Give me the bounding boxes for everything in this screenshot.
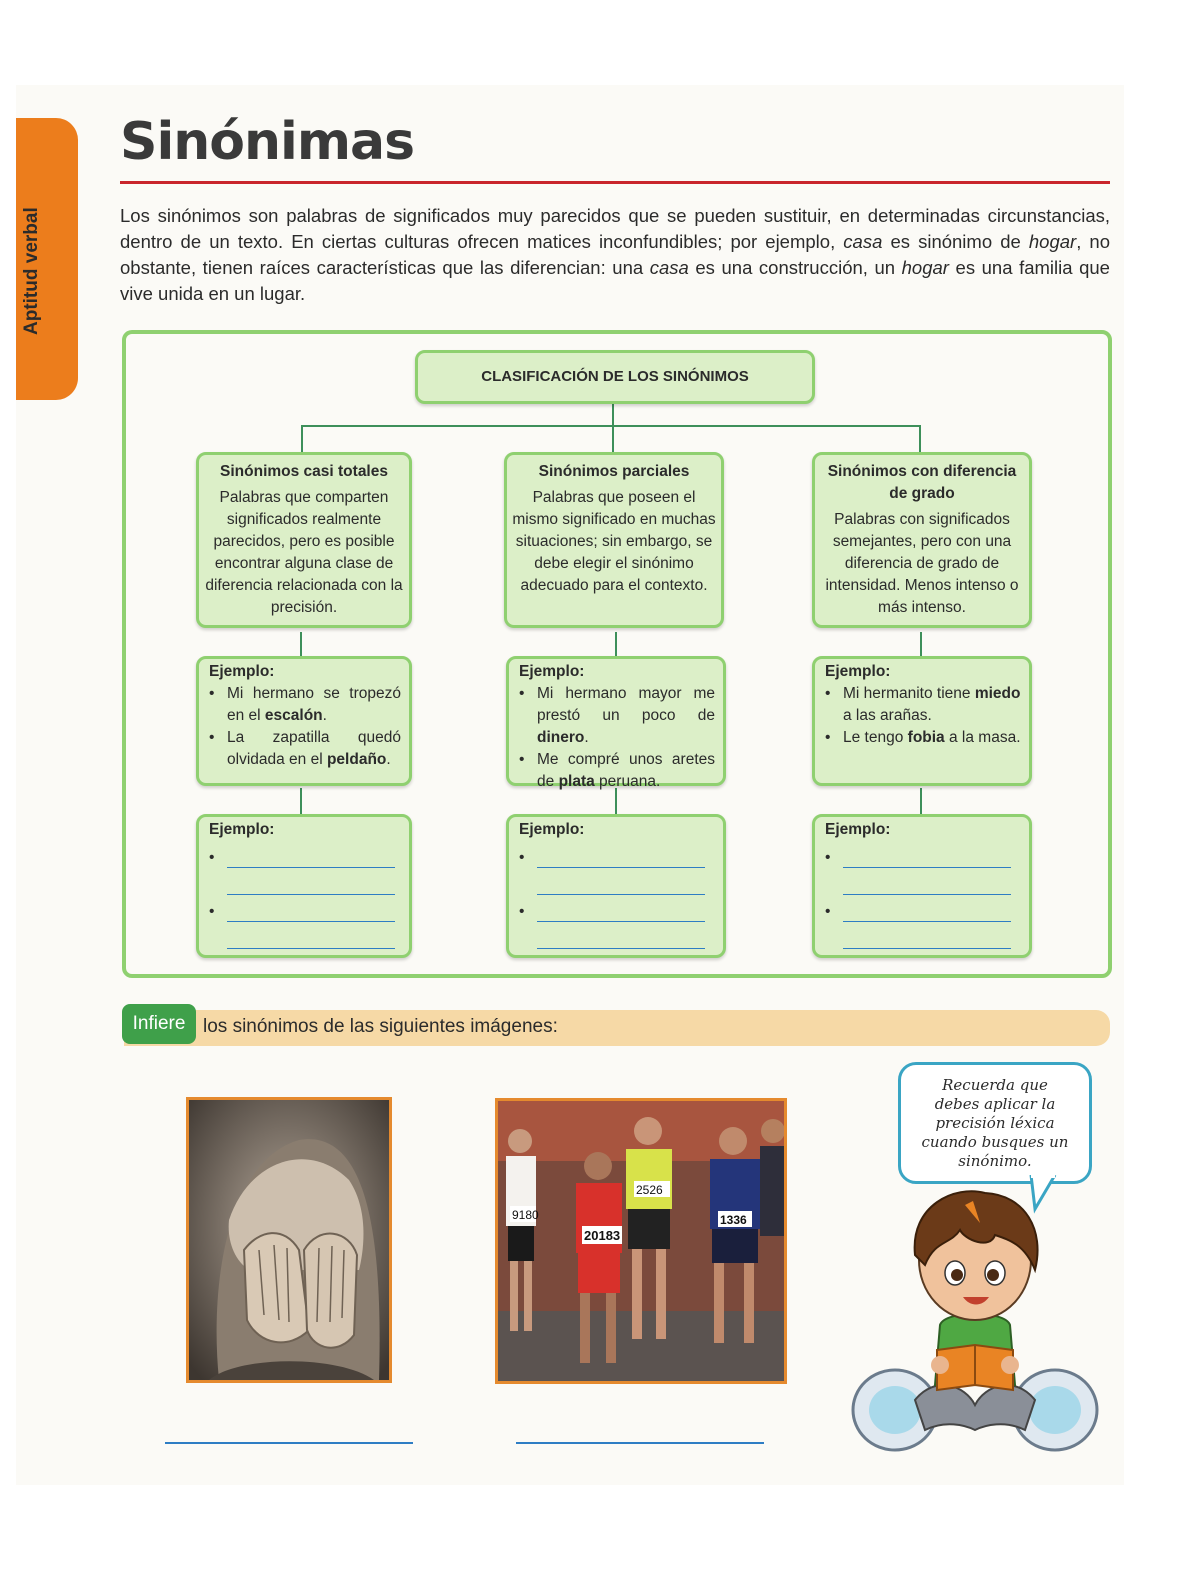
bubble-text: debes aplicar la (934, 1094, 1056, 1113)
example-item: • Mi hermanito tiene miedo a las arañas. (825, 685, 1021, 724)
scared-person-illustration (189, 1100, 389, 1380)
blank-example-box-diferencia-grado (812, 814, 1032, 958)
answer-line-photo-2[interactable] (516, 1442, 764, 1444)
category-title: Sinónimos parciales (538, 463, 690, 480)
photo-scared-person (186, 1097, 392, 1383)
page-title: Sinónimas (120, 112, 415, 172)
answer-slot[interactable]: • (825, 895, 1011, 949)
category-title: Sinónimos con diferencia de grado (827, 463, 1017, 502)
bubble-text: precisión léxica (935, 1113, 1055, 1132)
category-description: Palabras con significados semejantes, pero con una diferencia de grado de intensidad. Menos intenso o más intenso. (825, 511, 1019, 616)
category-box-diferencia-grado (812, 452, 1032, 628)
bubble-text: sinónimo. (958, 1151, 1032, 1170)
blank-example-box-parciales (506, 814, 726, 958)
bib-number: 1336 (720, 1213, 747, 1227)
example-item: • Mi hermano mayor me prestó un poco de dinero. (519, 685, 715, 746)
example-title: Ejemplo: (825, 821, 891, 838)
bubble-text: cuando busques un (921, 1132, 1069, 1151)
activity-instruction: los sinónimos de las siguientes imágenes: (203, 1016, 558, 1037)
example-box-casi-totales (196, 656, 412, 786)
intro-paragraph: Los sinónimos son palabras de significados muy parecidos que se pueden sustituir, en determinadas circunstancias, dentro de un texto. En ciertas culturas ofrecen matices inconfundibles; por ejemplo, casa es sinónimo de hogar, no obstante, tienen raíces características que las diferencian: una casa es una construcción, un hogar es una familia que vive unida en un lugar. (120, 205, 1111, 304)
connector-col3-top (919, 425, 921, 453)
answer-slot[interactable]: • (825, 841, 1011, 895)
answer-line-photo-1[interactable] (165, 1442, 413, 1444)
connector-horizontal (302, 425, 920, 427)
connector-col1-top (301, 425, 303, 453)
title-divider (120, 181, 1110, 184)
bubble-text: Recuerda que (942, 1075, 1048, 1094)
example-item: • Le tengo fobia a la masa. (825, 729, 1021, 746)
connector-col1-low (300, 788, 302, 816)
example-title: Ejemplo: (209, 821, 275, 838)
connector-col3-low (920, 788, 922, 816)
answer-slot[interactable]: • (519, 895, 705, 949)
example-item: • Mi hermano se tropezó en el escalón. (209, 685, 401, 724)
example-box-diferencia-grado (812, 656, 1032, 786)
answer-slot[interactable]: • (209, 841, 395, 895)
example-title: Ejemplo: (209, 663, 275, 680)
answer-slot[interactable]: • (209, 895, 395, 949)
bib-number: 20183 (584, 1228, 621, 1243)
section-tab-label: Aptitud verbal (21, 207, 42, 335)
example-title: Ejemplo: (519, 821, 585, 838)
boy-reading-illustration (845, 1185, 1105, 1460)
example-box-parciales (506, 656, 726, 790)
connector-col2-mid (615, 632, 617, 658)
connector-col2-top (612, 425, 614, 453)
runners-illustration (498, 1101, 784, 1381)
bib-number: 9180 (512, 1208, 539, 1222)
answer-slot[interactable]: • (519, 841, 705, 895)
bib-number: 2526 (636, 1183, 663, 1197)
example-title: Ejemplo: (519, 663, 585, 680)
example-item: • La zapatilla quedó olvidada en el peldaño. (209, 729, 401, 768)
connector-col1-mid (300, 632, 302, 658)
blank-example-box-casi-totales (196, 814, 412, 958)
speech-bubble (898, 1062, 1092, 1184)
category-title: Sinónimos casi totales (220, 463, 388, 480)
category-description: Palabras que comparten significados realmente parecidos, pero es posible encontrar alguna clase de diferencia relacionada con la precisión. (205, 489, 403, 616)
activity-badge: Infiere (122, 1004, 196, 1044)
example-title: Ejemplo: (825, 663, 891, 680)
connector-col3-mid (920, 632, 922, 658)
photo-marathon-runners (495, 1098, 787, 1384)
category-box-parciales (504, 452, 724, 628)
diagram-root-box: CLASIFICACIÓN DE LOS SINÓNIMOS (415, 350, 815, 404)
category-description: Palabras que poseen el mismo significado en muchas situaciones; sin embargo, se debe elegir el sinónimo adecuado para el contexto. (512, 489, 716, 594)
example-item: • Me compré unos aretes de plata peruana. (519, 751, 715, 790)
category-box-casi-totales (196, 452, 412, 628)
